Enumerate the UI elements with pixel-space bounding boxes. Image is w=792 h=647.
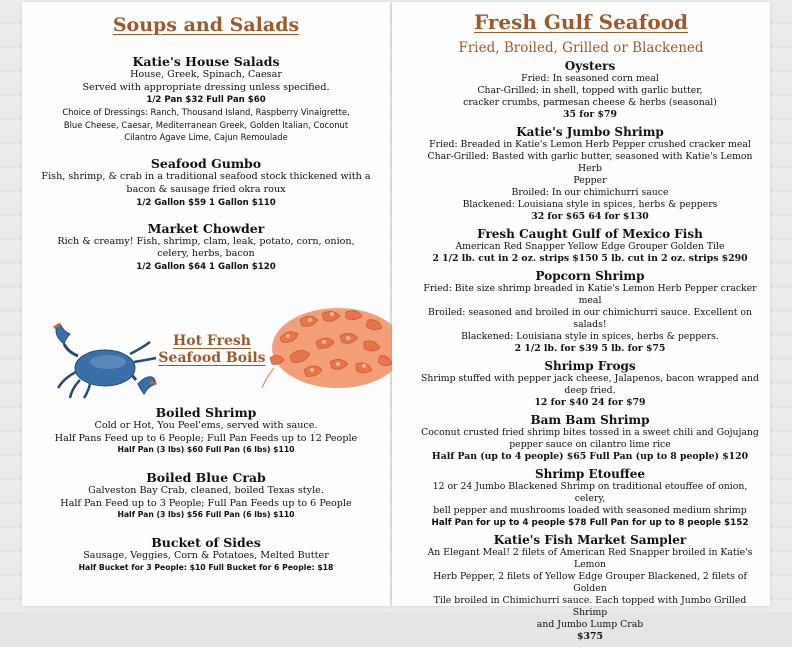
item-desc: Half Pans Feed up to 6 People; Full Pan Feeds up to 12 People [54,432,358,444]
boiled-shrimp-image [260,298,406,394]
gulf-seafood-subheading: Fried, Broiled, Grilled or Blackened [458,40,704,56]
item-desc: pepper sauce on cilantro lime rice [509,439,671,450]
gumbo-item [30,156,382,208]
item-price: 35 for $79 [563,109,617,120]
gulf-seafood-section [416,59,764,647]
item-price: $375 [577,631,603,642]
soups-salads-section [30,54,382,280]
seafood-boils-heading [152,333,272,367]
item-desc: Fried: Bite size shrimp breaded in Katie's Lemon Herb Pepper cracker meal [423,283,757,306]
bambam-shrimp-item [416,413,764,463]
house-salads-item [30,54,382,143]
item-price: Half Bucket for 3 People: $10 Full Bucket for 6 People: $18 [78,562,334,572]
item-desc: Herb Pepper, 2 filets of Yellow Edge Grouper Blackened, 2 filets of Golden [433,571,747,594]
item-name: Market Chowder [147,220,265,236]
gulf-seafood-heading: Fresh Gulf Seafood [473,10,689,34]
item-desc: Broiled: In our chimichurri sauce [511,187,669,198]
item-price: 12 for $40 24 for $79 [534,397,646,408]
seafood-boils-heading-line2: Seafood Boils [158,350,266,366]
item-price: 2 1/2 lb. cut in 2 oz. strips $150 5 lb. cut in 2 oz. strips $290 [432,253,748,264]
item-desc: American Red Snapper Yellow Edge Grouper Golden Tile [455,241,725,252]
item-name: Bucket of Sides [151,535,261,551]
shrimp-etouffee-item [416,467,764,529]
menu-page-right [392,2,770,642]
item-desc: Broiled: seasoned and broiled in our chimichurri sauce. Excellent on salads! [428,307,752,330]
item-desc: Sausage, Veggies, Corn & Potatoes, Melted Butter [83,550,329,562]
chowder-item [30,221,382,273]
item-desc: An Elegant Meal! 2 filets of American Red Snapper broiled in Katie's Lemon [427,547,753,570]
item-name: Bam Bam Shrimp [530,413,650,427]
item-name: Popcorn Shrimp [535,269,645,283]
item-desc: Served with appropriate dressing unless specified. [82,81,330,93]
popcorn-shrimp-item [416,269,764,355]
dressing-choices: Choice of Dressings: Ranch, Thousand Island, Raspberry Vinaigrette, [62,107,350,118]
dressing-choices: Blue Cheese, Caesar, Mediterranean Greek, Golden Italian, Coconut [63,119,349,130]
item-price: 2 1/2 lb. for $39 5 lb. for $75 [514,343,666,354]
item-price: Half Pan (3 lbs) $56 Full Pan (6 lbs) $110 [117,510,295,520]
fish-market-sampler-item [416,533,764,643]
item-desc: Blackened: Louisiana style in spices, herbs & peppers. [461,331,719,342]
gulf-fish-item [416,227,764,265]
item-name: Seafood Gumbo [150,156,262,172]
item-desc: and Jumbo Lump Crab [536,619,644,630]
item-name: Katie's Fish Market Sampler [493,533,687,547]
seafood-boils-heading-line1: Hot Fresh [173,333,251,349]
item-price: Half Pan for up to 4 people $78 Full Pan for up to 8 people $152 [431,518,749,528]
shrimp-frogs-item [416,359,764,409]
dressing-choices: Cilantro Agave Lime, Cajun Remoulade [124,132,288,142]
seafood-boils-section [30,405,382,580]
soups-salads-heading: Soups and Salads [112,14,300,36]
item-price: 1/2 Gallon $59 1 Gallon $110 [136,197,276,208]
item-name: Katie's Jumbo Shrimp [516,125,664,139]
item-price: 1/2 Pan $32 Full Pan $60 [146,95,266,106]
item-desc: celery, herbs, bacon [157,248,255,260]
item-price: 32 for $65 64 for $130 [531,211,649,222]
item-name: Fresh Caught Gulf of Mexico Fish [477,227,703,241]
item-desc: Pepper [573,175,607,186]
item-desc: Char-Grilled: Basted with garlic butter, seasoned with Katie's Lemon Herb [427,151,753,174]
blue-crab-item [30,470,382,520]
item-desc: 12 or 24 Jumbo Blackened Shrimp on traditional etouffee of onion, celery, [432,481,748,504]
item-desc: House, Greek, Spinach, Caesar [130,69,282,80]
item-name: Shrimp Frogs [544,359,636,373]
item-desc: bacon & sausage fried okra roux [126,184,286,195]
item-desc: Shrimp stuffed with pepper jack cheese, Jalapenos, bacon wrapped and [421,373,759,384]
item-desc: Galveston Bay Crab, cleaned, boiled Texas style. [88,485,324,497]
item-desc: Fish, shrimp, & crab in a traditional seafood stock thickened with a [41,171,371,183]
jumbo-shrimp-item [416,125,764,223]
item-desc: Char-Grilled: in shell, topped with garlic butter, [477,85,703,96]
item-desc: Tile broiled in Chimichurri sauce. Each topped with Jumbo Grilled Shrimp [433,595,747,618]
item-name: Shrimp Etouffee [534,467,646,481]
item-desc: Fried: Breaded in Katie's Lemon Herb Pepper crushed cracker meal [429,139,751,150]
item-name: Boiled Shrimp [155,405,257,420]
oysters-item [416,59,764,121]
item-desc: deep fried. [564,385,616,396]
menu-page-left [22,2,390,606]
item-desc: Fried: In seasoned corn meal [521,73,659,84]
item-desc: Cold or Hot, You Peel'ems, served with sauce. [94,420,318,431]
item-price: Half Pan (up to 4 people) $65 Full Pan (up to 8 people) $120 [431,451,749,462]
item-price: Half Pan (3 lbs) $60 Full Pan (6 lbs) $110 [117,445,295,455]
item-desc: cracker crumbs, parmesan cheese & herbs (seasonal) [463,97,717,108]
item-name: Boiled Blue Crab [146,470,266,486]
item-price: 1/2 Gallon $64 1 Gallon $120 [136,261,276,272]
item-name: Oysters [564,59,616,73]
item-desc: Half Pan Feed up to 3 People; Full Pan Feeds up to 6 People [60,497,352,509]
item-name: Katie's House Salads [132,54,280,69]
sides-item [30,535,382,573]
item-desc: Blackened: Louisiana style in spices, herbs & peppers [462,199,718,210]
item-desc: Coconut crusted fried shrimp bites tossed in a sweet chili and Gojujang [421,427,759,438]
blue-crab-image [50,322,160,400]
boiled-shrimp-item [30,405,382,455]
item-desc: bell pepper and mushrooms loaded with seasoned medium shrimp [433,505,747,516]
item-desc: Rich & creamy! Fish, shrimp, clam, leak, potato, corn, onion, [57,235,355,247]
